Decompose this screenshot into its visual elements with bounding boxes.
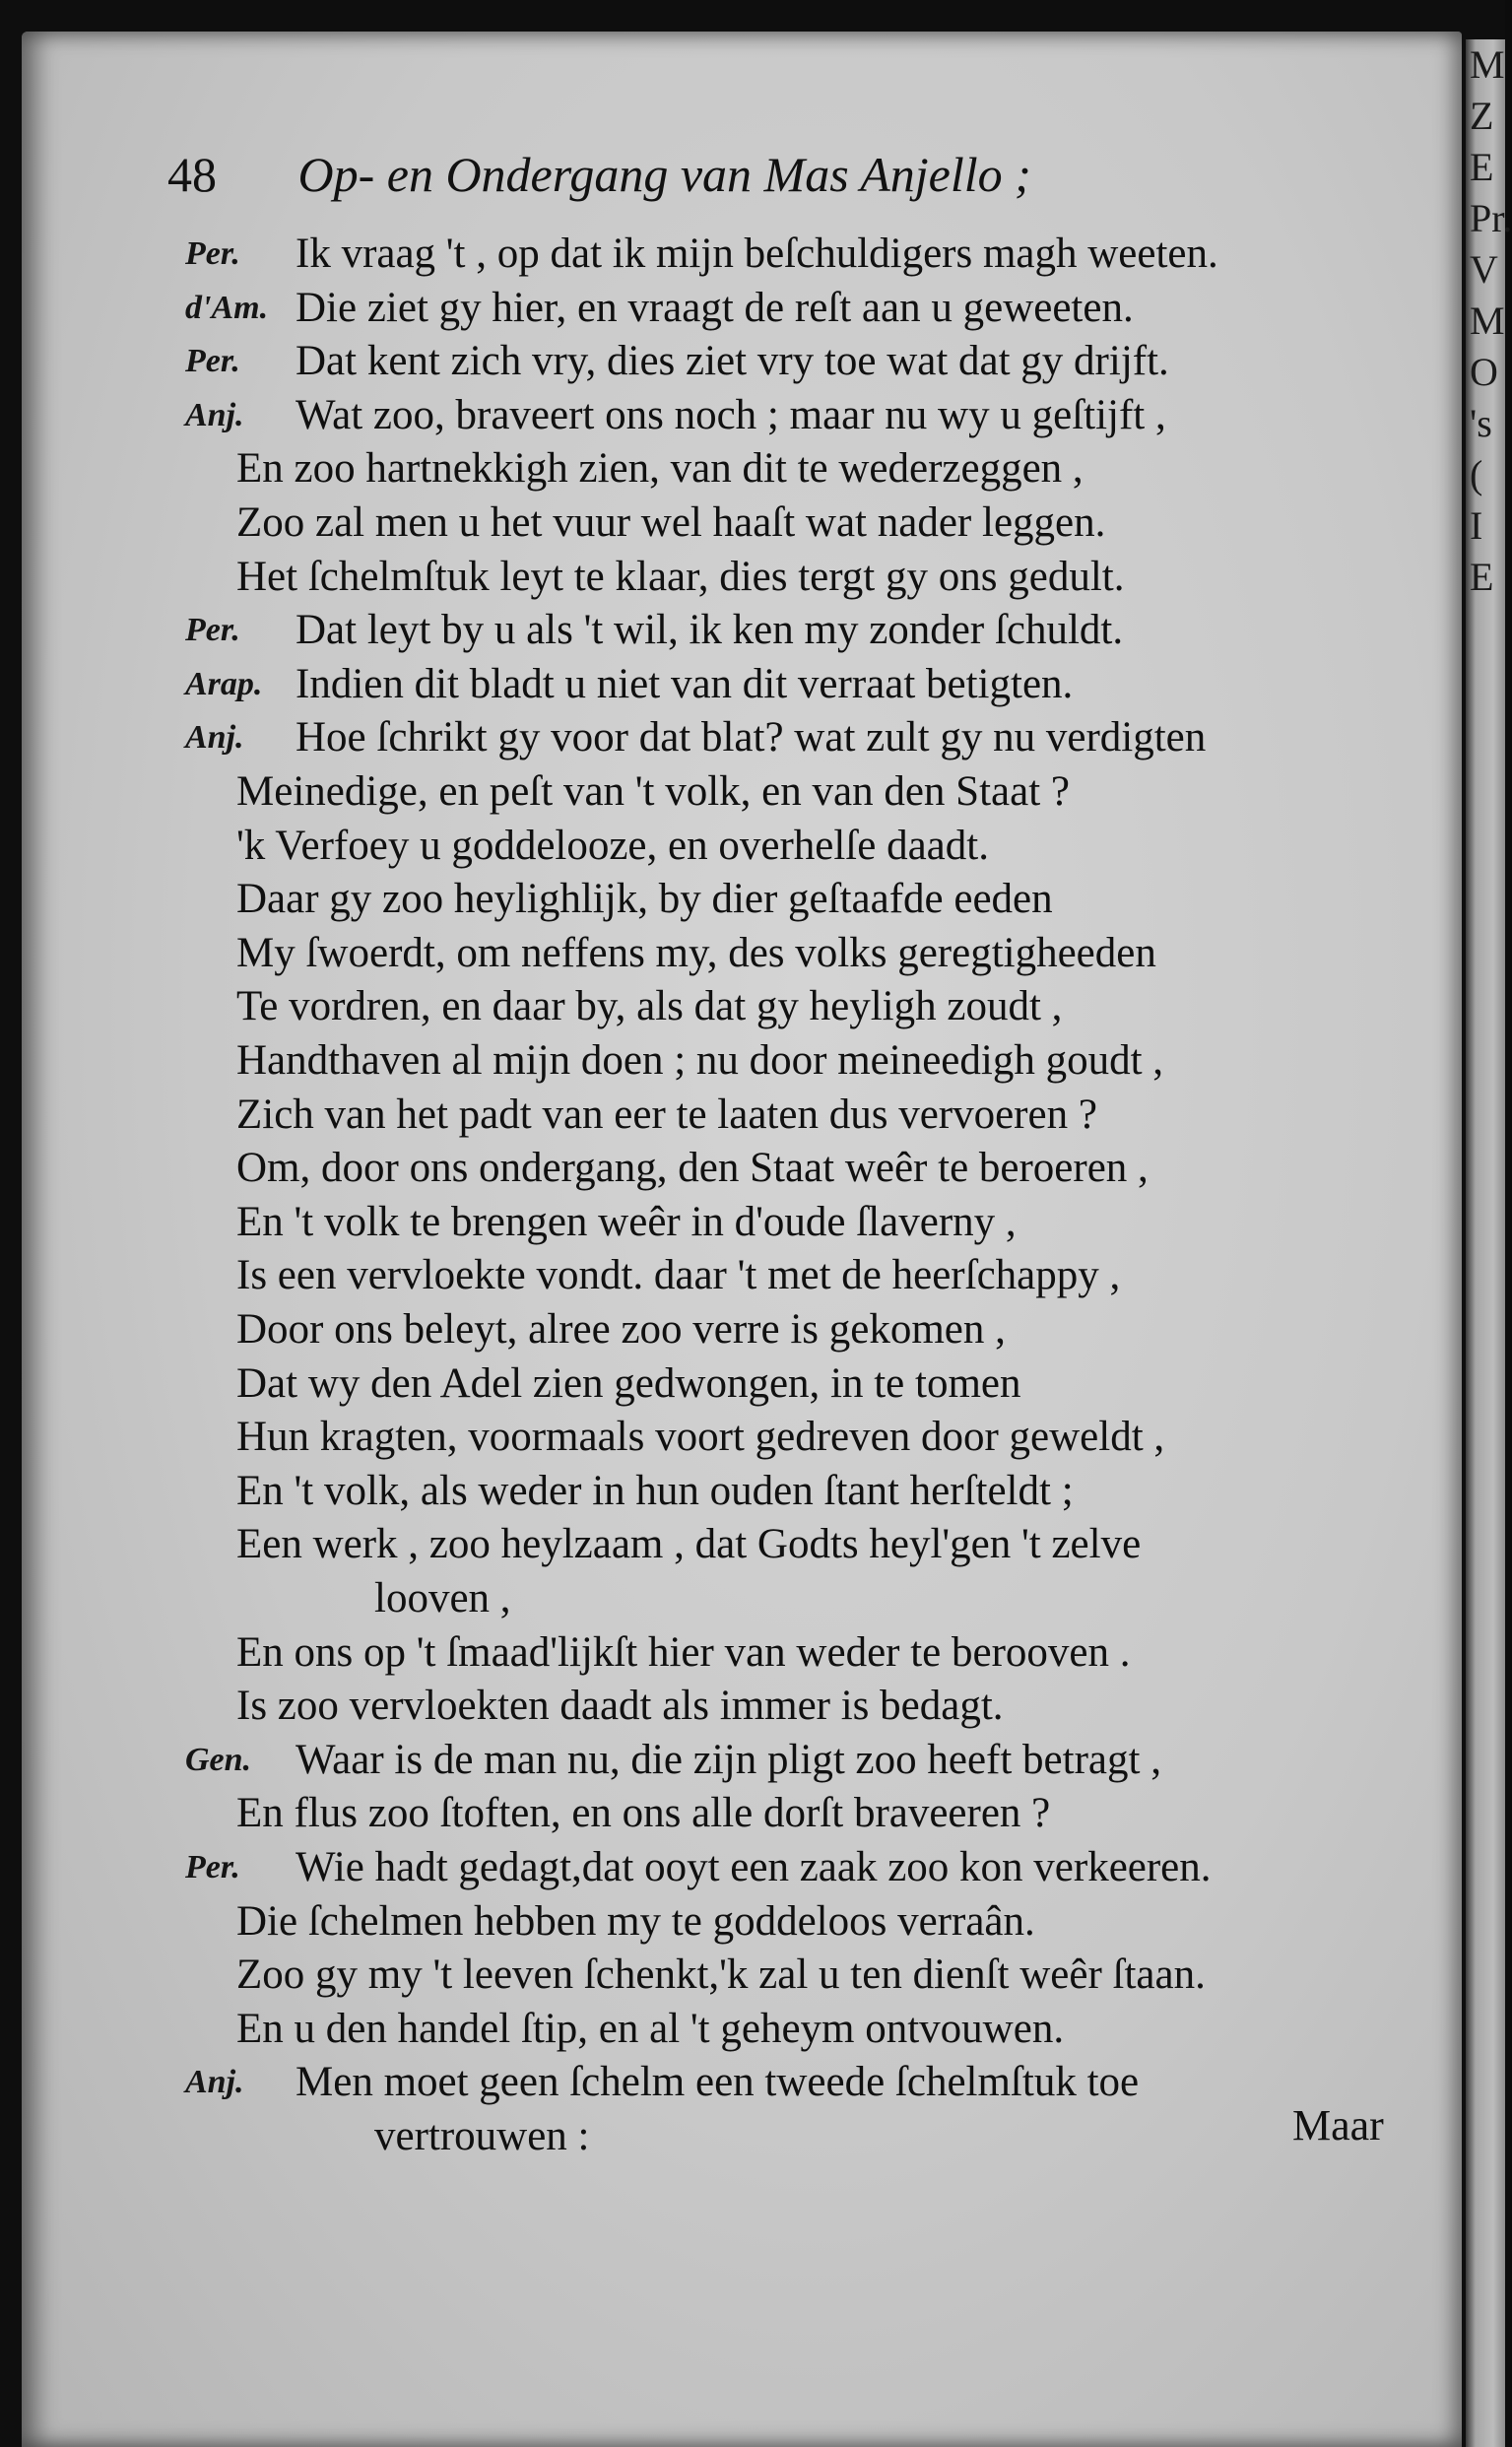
verse-text: Een werk , zoo heylzaam , dat Godts heyl'gen 't zelve — [236, 1521, 1142, 1567]
verse-line — [0, 1197, 1448, 1248]
verse-line — [0, 336, 1448, 387]
verse-line — [0, 605, 1448, 656]
verse-text: Indien dit bladt u niet van dit verraat betigten. — [296, 661, 1074, 707]
speaker-label: Per. — [185, 1849, 240, 1885]
verse-line — [0, 928, 1448, 979]
verse-text: Om, door ons ondergang, den Staat weêr te beroeren , — [236, 1145, 1149, 1191]
adjacent-page-fragment: ( — [1470, 452, 1483, 496]
adjacent-page-fragment: I — [1470, 503, 1483, 548]
verse-line — [0, 1304, 1448, 1356]
adjacent-page-fragment: Pr. — [1470, 196, 1512, 240]
verse-text: Zoo gy my 't leeven ſchenkt,'k zal u ten dienſt weêr ſtaan. — [236, 1951, 1206, 1998]
verse-text: Waar is de man nu, die zijn pligt zoo heeft betragt , — [296, 1737, 1161, 1783]
adjacent-page-fragment: M — [1470, 42, 1505, 87]
verse-text: Daar gy zoo heylighlijk, by dier geſtaafde eeden — [236, 876, 1053, 922]
speaker-label: Anj. — [185, 2064, 244, 2100]
verse-line — [0, 1358, 1448, 1410]
verse-line — [0, 443, 1448, 495]
speaker-label: Arap. — [185, 666, 263, 702]
running-header — [167, 146, 1448, 203]
speaker-label: Anj. — [185, 397, 244, 433]
verse-line — [0, 229, 1448, 280]
verse-line — [0, 1090, 1448, 1141]
verse-text: Te vordren, en daar by, als dat gy heyligh zoudt , — [236, 983, 1063, 1029]
verse-line — [0, 1681, 1448, 1732]
verse-text: Die ziet gy hier, en vraagt de reſt aan u geweeten. — [296, 285, 1134, 331]
verse-line — [0, 1842, 1448, 1893]
adjacent-page-fragment: M — [1470, 298, 1505, 343]
verse-text: Wie hadt gedagt,dat ooyt een zaak zoo kon verkeeren. — [296, 1844, 1212, 1890]
verse-text: En flus zoo ſtoften, en ons alle dorſt braveeren ? — [236, 1790, 1051, 1836]
verse-text: Zich van het padt van eer te laaten dus vervoeren ? — [236, 1091, 1097, 1138]
verse-text: looven , — [374, 1575, 511, 1621]
verse-line — [0, 1573, 1448, 1624]
speaker-label: Per. — [185, 612, 240, 648]
verse-line — [0, 659, 1448, 710]
verse-text: En 't volk, als weder in hun ouden ſtant herſteldt ; — [236, 1468, 1074, 1514]
adjacent-page-fragment: E — [1470, 555, 1494, 599]
verse-text: Het ſchelmſtuk leyt te klaar, dies tergt gy ons gedult. — [236, 554, 1125, 600]
verse-line — [0, 712, 1448, 763]
verse-text: En ons op 't ſmaad'lijkſt hier van weder te berooven . — [236, 1629, 1131, 1676]
adjacent-page-fragment: Z — [1470, 94, 1494, 138]
verse-text: Is zoo vervloekten daadt als immer is bedagt. — [236, 1683, 1004, 1729]
verse-text: Wat zoo, braveert ons noch ; maar nu wy u geſtijft , — [296, 392, 1166, 438]
verse-text: En zoo hartnekkigh zien, van dit te wederzeggen , — [236, 445, 1084, 492]
adjacent-page-fragment: V — [1470, 247, 1498, 292]
verse-line — [0, 2111, 1448, 2162]
verse-line — [0, 874, 1448, 925]
page-number: 48 — [167, 147, 217, 202]
verse-line — [0, 497, 1448, 549]
verse-text: Ik vraag 't , op dat ik mijn beſchuldigers magh weeten. — [296, 231, 1218, 277]
speaker-label: Gen. — [185, 1742, 252, 1778]
verse-text: En u den handel ſtip, en al 't geheym ontvouwen. — [236, 2006, 1065, 2052]
verse-text: 'k Verfoey u goddelooze, en overhelſe daadt. — [236, 823, 989, 869]
verse-line — [0, 283, 1448, 334]
catchword: Maar — [1292, 2101, 1384, 2149]
speaker-label: Anj. — [185, 719, 244, 756]
verse-line — [0, 821, 1448, 872]
verse-line — [0, 1950, 1448, 2001]
speaker-label: d'Am. — [185, 290, 269, 326]
adjacent-page-edge — [1466, 39, 1512, 2447]
verse-text: Hoe ſchrikt gy voor dat blat? wat zult gy nu verdigten — [296, 714, 1207, 761]
adjacent-page-fragment: E — [1470, 145, 1494, 189]
verse-line — [0, 1035, 1448, 1087]
speaker-label: Per. — [185, 343, 240, 379]
verse-line — [0, 1250, 1448, 1301]
verse-text: Door ons beleyt, alree zoo verre is gekomen , — [236, 1306, 1006, 1353]
verse-text: vertrouwen : — [374, 2113, 590, 2159]
verse-line — [0, 1788, 1448, 1839]
verse-text: Hun kragten, voormaals voort gedreven door geweldt , — [236, 1414, 1165, 1460]
adjacent-page-fragment: O — [1470, 350, 1498, 394]
verse-line — [0, 1466, 1448, 1517]
verse-text: Dat wy den Adel zien gedwongen, in te tomen — [236, 1360, 1021, 1407]
verse-text: Die ſchelmen hebben my te goddeloos verraân. — [236, 1898, 1035, 1945]
verse-line — [0, 390, 1448, 441]
verse-line — [0, 1143, 1448, 1194]
verse-text: Men moet geen ſchelm een tweede ſchelmſtuk toe — [296, 2059, 1140, 2105]
verse-text: Dat kent zich vry, dies ziet vry toe wat dat gy drijft. — [296, 338, 1169, 384]
verse-text: Zoo zal men u het vuur wel haaſt wat nader leggen. — [236, 499, 1106, 546]
adjacent-page-fragment: 's — [1470, 401, 1492, 445]
verse-line — [0, 1627, 1448, 1679]
verse-line — [0, 552, 1448, 603]
verse-line — [0, 1735, 1448, 1786]
verse-text: En 't volk te brengen weêr in d'oude ſlaverny , — [236, 1199, 1017, 1245]
verse-line — [0, 1896, 1448, 1948]
running-title: Op- en Ondergang van Mas Anjello ; — [297, 147, 1031, 202]
verse-text: Is een vervloekte vondt. daar 't met de heerſchappy , — [236, 1252, 1121, 1298]
verse-line — [0, 1412, 1448, 1463]
verse-text: Meinedige, en peſt van 't volk, en van den Staat ? — [236, 768, 1070, 815]
verse-line — [0, 1519, 1448, 1570]
verse-line — [0, 981, 1448, 1032]
verse-line — [0, 766, 1448, 818]
verse-line — [0, 2004, 1448, 2055]
verse-line — [0, 2057, 1448, 2108]
verse-text: Dat leyt by u als 't wil, ik ken my zonder ſchuldt. — [296, 607, 1124, 653]
verse-text: Handthaven al mijn doen ; nu door meineedigh goudt , — [236, 1037, 1164, 1084]
speaker-label: Per. — [185, 235, 240, 272]
verse-text: My ſwoerdt, om neffens my, des volks geregtigheeden — [236, 930, 1156, 976]
